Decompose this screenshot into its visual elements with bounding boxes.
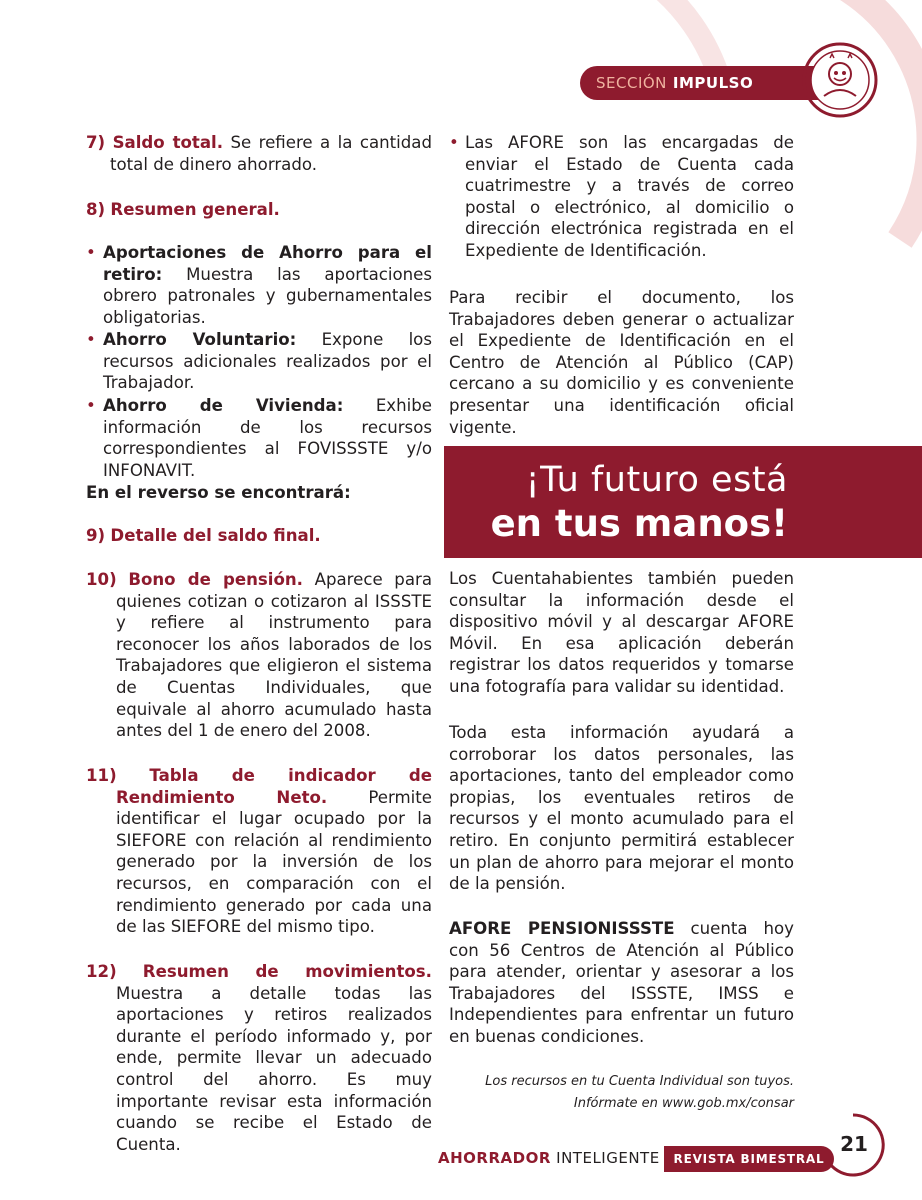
- banner-line-2: en tus manos!: [490, 502, 788, 545]
- item-tabla-rendimiento: 11) Tabla de indicador de Rendimiento Neto. Permite identificar el lugar ocupado por la SIEFORE con relación al rendimiento generado por la inversión de los recursos, en comparación con el rendimiento generado por cada una de las SIEFORE del mismo tipo.: [86, 766, 432, 937]
- slogan-banner: [444, 446, 922, 558]
- item-resumen-general: 8) Resumen general.: [86, 200, 280, 219]
- section-label-bold: IMPULSO: [672, 74, 754, 92]
- reverse-heading: En el reverso se encontrará:: [86, 483, 351, 502]
- page-number: 21: [840, 1132, 868, 1156]
- bullet-aportaciones: • Aportaciones de Ahorro para el retiro: Muestra las aportaciones obrero patronales y gubernamentales obligatorias.: [86, 242, 432, 328]
- item-bono-pension: 10) Bono de pensión. Aparece para quienes cotizan o cotizaron al ISSSTE y refiere al instrumento para reconocer los años laborados de los Trabajadores que eligieron el sistema de Cuentas Individuales, que equivale al ahorro acumulado hasta antes del 1 de enero del 2008.: [86, 570, 432, 741]
- paragraph-afore-movil: Los Cuentahabientes también pueden consultar la información desde el dispositivo móvil y al descargar AFORE Móvil. En esa aplicación deberán registrar los datos requeridos y tomarse una fotografía para validar su identidad.: [449, 569, 794, 696]
- bullet-ahorro-vivienda: • Ahorro de Vivienda: Exhibe información de los recursos correspondientes al FOVISSSTE y/o INFONAVIT.: [86, 395, 432, 481]
- note-line-2: Infórmate en www.gob.mx/consar: [573, 1096, 794, 1111]
- paragraph-pensionissste: AFORE PENSIONISSSTE cuenta hoy con 56 Centros de Atención al Público para atender, orientar y asesorar a los Trabajadores del ISSSTE, IMSS e Independientes para enfrentar un futuro en buenas condiciones.: [449, 919, 794, 1046]
- section-label-light: SECCIÓN: [596, 74, 667, 92]
- banner-line-1: ¡Tu futuro está: [525, 460, 788, 500]
- item-resumen-movimientos: 12) Resumen de movimientos. Muestra a detalle todas las aportaciones y retiros realizados durante el período informado y, por ende, permite llevar un adecuado control del ahorro. Es muy importante revisar esta información cuando se recibe el Estado de Cuenta.: [86, 962, 432, 1154]
- item-saldo-total: 7) Saldo total. Se refiere a la cantidad total de dinero ahorrado.: [86, 133, 432, 174]
- footer-tag: REVISTA BIMESTRAL: [664, 1146, 834, 1172]
- bullet-afore-envio: • Las AFORE son las encargadas de enviar el Estado de Cuenta cada cuatrimestre y a través de correo postal o electrónico, al domicilio o dirección electrónica registrada en el Expediente de Identificación.: [449, 132, 794, 262]
- footer-brand: AHORRADOR INTELIGENTE: [438, 1149, 660, 1167]
- paragraph-informacion: Toda esta información ayudará a corroborar los datos personales, las aportaciones, tanto del empleador como propias, los eventuales retiros de recursos y el monto acumulado para el retiro. En conjunto permitirá establecer un plan de ahorro para mejorar el monto de la pensión.: [449, 723, 794, 894]
- impulso-emblem-icon: [800, 40, 880, 120]
- item-detalle-saldo: 9) Detalle del saldo final.: [86, 526, 321, 545]
- bullet-ahorro-voluntario: • Ahorro Voluntario: Expone los recursos adicionales realizados por el Trabajador.: [86, 329, 432, 394]
- note-line-1: Los recursos en tu Cuenta Individual son tuyos.: [485, 1074, 794, 1089]
- paragraph-recibir-documento: Para recibir el documento, los Trabajadores deben generar o actualizar el Expediente de Identificación en el Centro de Atención al Público (CAP) cercano a su domicilio y es conveniente presentar una identificación oficial vigente.: [449, 288, 794, 437]
